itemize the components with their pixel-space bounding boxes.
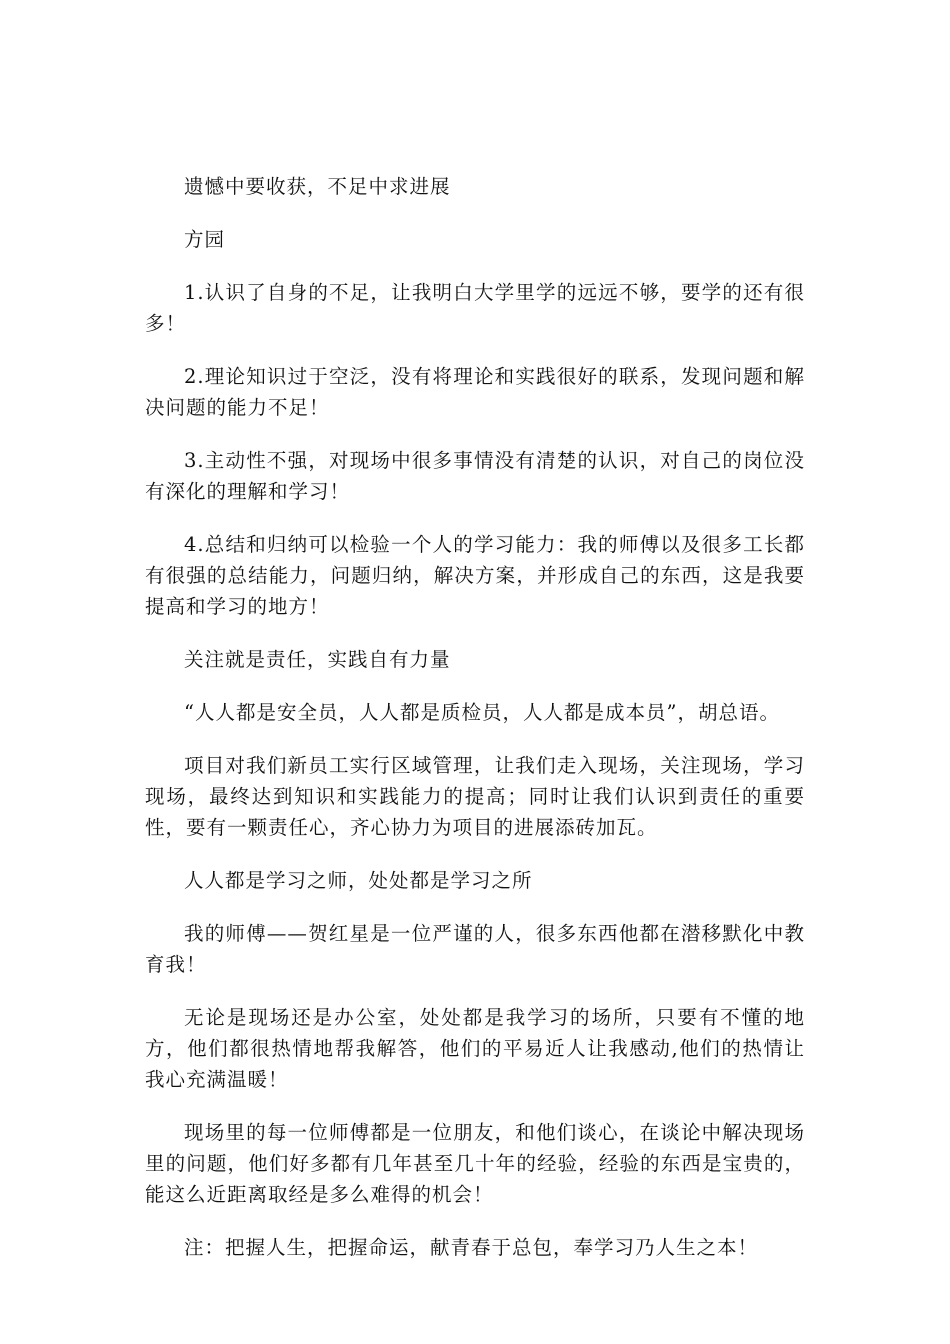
author-name: 方园: [184, 228, 226, 251]
document-body: [145, 171, 805, 1285]
note-paragraph: 注：把握人生，把握命运，献青春于总包，奉学习乃人生之本！: [184, 1236, 759, 1259]
list-item: 4.总结和归纳可以检验一个人的学习能力：我的师傅以及很多工长都有很强的总结能力，问题归纳，解决方案，并形成自己的东西，这是我要提高和学习的地方！: [145, 533, 805, 618]
list-item: 2.理论知识过于空泛，没有将理论和实践很好的联系，发现问题和解决问题的能力不足！: [145, 365, 805, 419]
section-heading: 关注就是责任，实践自有力量: [184, 648, 451, 671]
body-paragraph: 我的师傅——贺红星是一位严谨的人，很多东西他都在潜移默化中教育我！: [145, 922, 805, 976]
body-paragraph: 无论是现场还是办公室，处处都是我学习的场所，只要有不懂的地方，他们都很热情地帮我解答，他们的平易近人让我感动,他们的热情让我心充满温暖！: [145, 1006, 805, 1091]
list-item: 3.主动性不强，对现场中很多事情没有清楚的认识，对自己的岗位没有深化的理解和学习！: [145, 449, 805, 503]
body-paragraph: 项目对我们新员工实行区域管理，让我们走入现场，关注现场，学习现场，最终达到知识和实践能力的提高；同时让我们认识到责任的重要性，要有一颗责任心，齐心协力为项目的进展添砖加瓦。: [145, 754, 805, 839]
section-heading: 人人都是学习之师，处处都是学习之所: [184, 869, 533, 892]
list-item: 1.认识了自身的不足，让我明白大学里学的远远不够，要学的还有很多！: [145, 281, 805, 335]
quote-paragraph: “人人都是安全员，人人都是质检员，人人都是成本员”，胡总语。: [184, 701, 780, 724]
body-paragraph: 现场里的每一位师傅都是一位朋友，和他们谈心，在谈论中解决现场里的问题，他们好多都有几年甚至几十年的经验，经验的东西是宝贵的，能这么近距离取经是多么难得的机会！: [145, 1121, 805, 1206]
section-heading: 遗憾中要收获，不足中求进展: [184, 175, 451, 198]
